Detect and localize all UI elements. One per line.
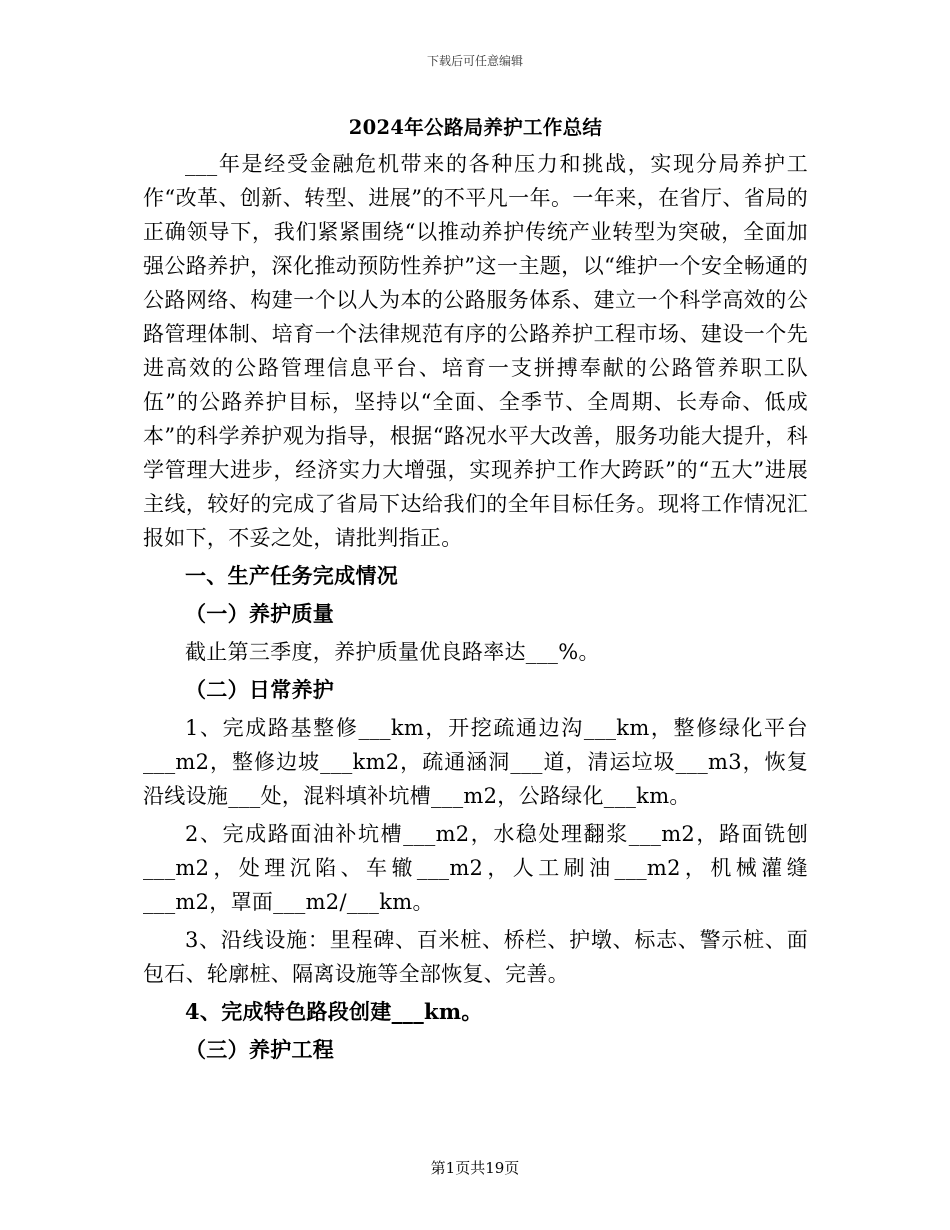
daily-item-3: 3、沿线设施：里程碑、百米桩、桥栏、护墩、标志、警示桩、面包石、轮廓桩、隔离设施等全部恢复、完善。 (143, 928, 808, 986)
document-title: 2024年公路局养护工作总结 (348, 116, 603, 139)
document-body (143, 113, 808, 1067)
daily-item-1: 1、完成路基整修___km，开挖疏通边沟___km，整修绿化平台___m2，整修边坡___km2，疏通涵洞___道，清运垃圾___m3，恢复沿线设施___处，混料填补坑槽___m2，公路绿化___km。 (143, 716, 808, 808)
subsection-heading-projects: （三）养护工程 (185, 1037, 335, 1062)
section-heading-production: 一、生产任务完成情况 (185, 563, 398, 588)
subsection-heading-quality: （一）养护质量 (185, 601, 335, 626)
intro-paragraph: ___年是经受金融危机带来的各种压力和挑战，实现分局养护工作“改革、创新、转型、进展”的不平凡一年。一年来，在省厅、省局的正确领导下，我们紧紧围绕“以推动养护传统产业转型为突破，全面加强公路养护，深化推动预防性养护”这一主题，以“维护一个安全畅通的公路网络、构建一个以人为本的公路服务体系、建立一个科学高效的公路管理体制、培育一个法律规范有序的公路养护工程市场、建设一个先进高效的公路管理信息平台、培育一支拼搏奉献的公路管养职工队伍”的公路养护目标，坚持以“全面、全季节、全周期、长寿命、低成本”的科学养护观为指导，根据“路况水平大改善，服务功能大提升，科学管理大进步，经济实力大增强，实现养护工作大跨跃”的“五大”进展主线，较好的完成了省局下达给我们的全年目标任务。现将工作情况汇报如下，不妥之处，请批判指正。 (143, 152, 808, 550)
quality-text: 截止第三季度，养护质量优良路率达___%。 (185, 640, 600, 664)
page-footer: 第1页共19页 (430, 1159, 520, 1177)
daily-item-2: 2、完成路面油补坑槽___m2，水稳处理翻浆___m2，路面铣刨___m2，处理沉陷、车辙___m2，人工刷油___m2，机械灌缝___m2，罩面___m2/___km。 (143, 822, 808, 914)
daily-item-4: 4、完成特色路段创建___km。 (185, 999, 483, 1024)
page-header: 下载后可任意编辑 (426, 54, 523, 68)
subsection-heading-daily: （二）日常养护 (185, 677, 335, 702)
